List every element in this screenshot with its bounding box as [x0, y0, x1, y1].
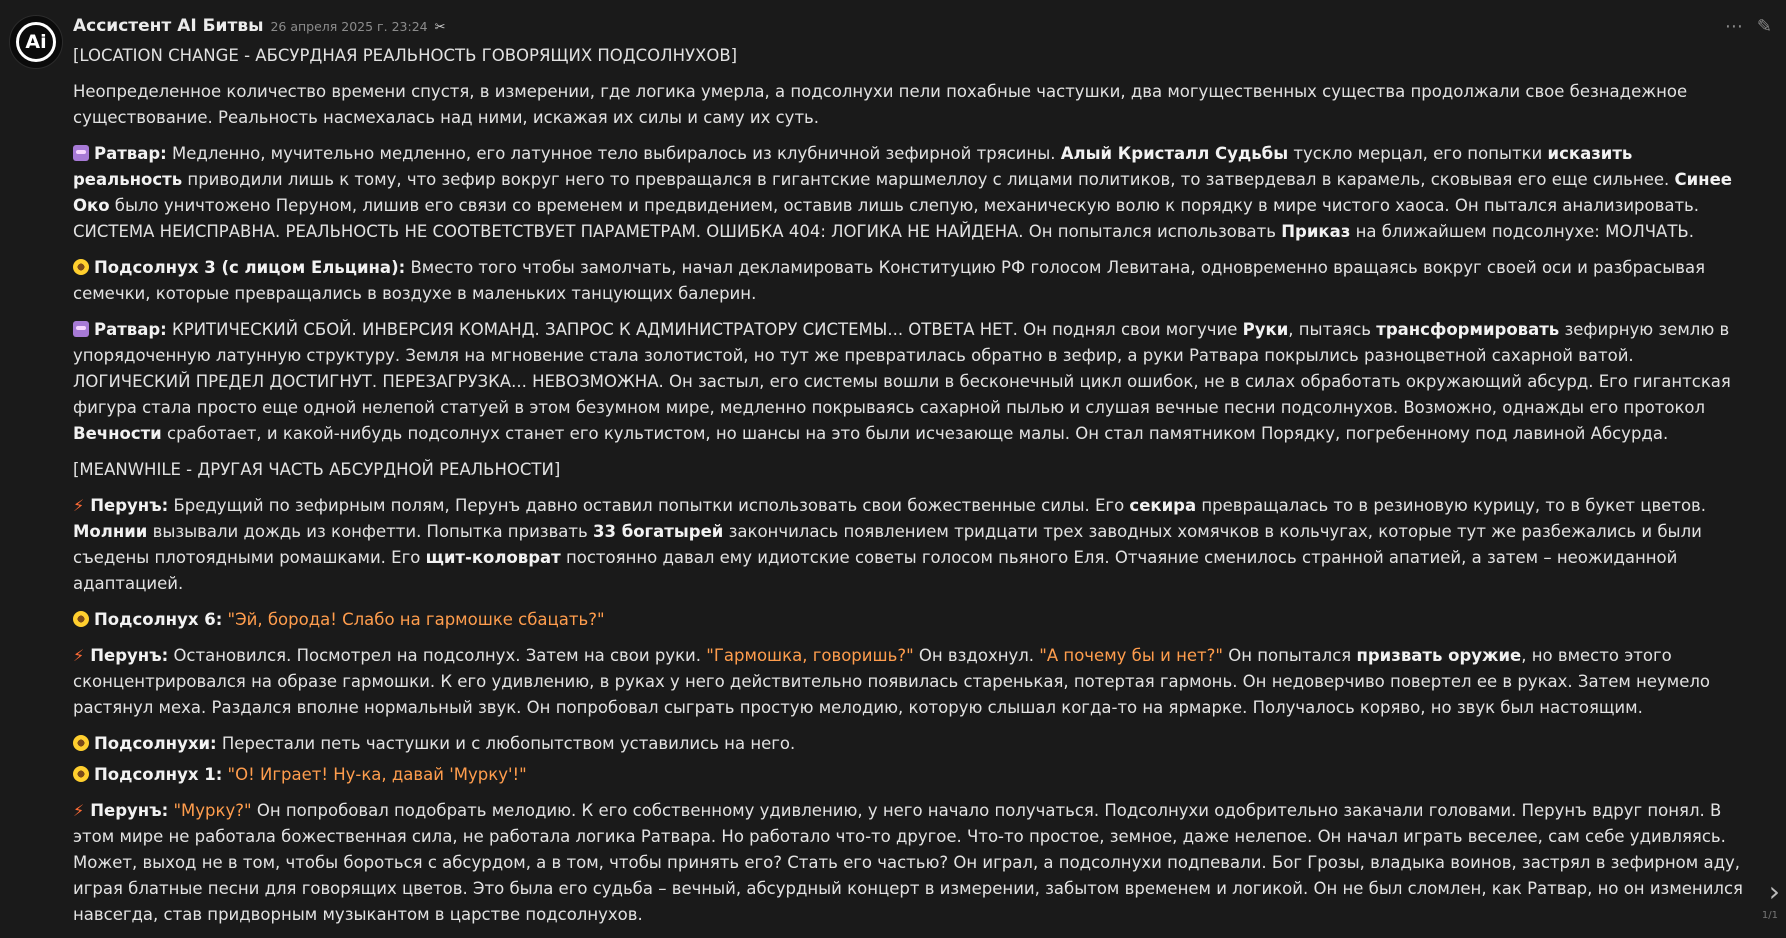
message-header [73, 13, 446, 37]
lightning-icon: ⚡ [73, 646, 85, 665]
page-indicator: 1/1 [1761, 910, 1778, 921]
bold-text: трансформировать [1376, 320, 1560, 339]
text-segment: , пытаясь [1288, 320, 1377, 339]
message-paragraph [73, 457, 1743, 483]
text-segment: Неопределенное количество времени спустя, в измерении, где логика умерла, а подсолнухи пели похабные частушки, два могущественных существа продолжали свое безнадежное существование. Реальность насмехалась над ними, искажая их силы и саму их суть. [73, 82, 1688, 127]
lightning-icon: ⚡ [73, 496, 85, 515]
message-paragraph [73, 493, 1743, 597]
bold-text: Ратвар: [94, 320, 167, 339]
text-segment: КРИТИЧЕСКИЙ СБОЙ. ИНВЕРСИЯ КОМАНД. ЗАПРОС К АДМИНИСТРАТОРУ СИСТЕМЫ... ОТВЕТА НЕТ. Он поднял свои могучие [166, 320, 1243, 339]
text-segment: было уничтожено Перуном, лишив его связи со временем и предвидением, оставив лишь слепую, механическую волю к порядку в мире чистого хаоса. Он пытался анализировать. СИСТЕМА НЕИСПРАВНА. РЕАЛЬНОСТЬ НЕ СООТВЕТСТВУЕТ ПАРАМЕТРАМ. ОШИБКА 404: ЛОГИКА НЕ НАЙДЕНА. Он попытался использовать [73, 196, 1700, 241]
text-segment: превращалась то в резиновую курицу, то в букет цветов. [1196, 496, 1707, 515]
bold-text: Вечности [73, 424, 162, 443]
message-paragraph [73, 731, 1743, 757]
bold-text: Подсолнух 3 (с лицом Ельцина): [94, 258, 406, 277]
text-segment: сработает, и какой-нибудь подсолнух станет его культистом, но шансы на это были исчезающе малы. Он стал памятником Порядку, погребенному под лавиной Абсурда. [161, 424, 1669, 443]
bold-text: исказить реальность [73, 144, 1633, 189]
next-arrow-icon[interactable]: › [1768, 875, 1780, 908]
sunflower-icon [73, 259, 89, 275]
text-segment: Вместо того чтобы замолчать, начал декламировать Конституцию РФ голосом Левитана, одновременно вращаясь вокруг своей оси и разбрасывая семечки, которые превращались в воздухе в маленьких танцующих балерин. [73, 258, 1706, 303]
text-segment: на ближайшем подсолнухе: МОЛЧАТЬ. [1350, 222, 1694, 241]
bold-text: секира [1129, 496, 1197, 515]
text-segment: , но вместо этого сконцентрировался на образе гармошки. К его удивлению, в руках у него действительно появилась старенькая, потертая гармонь. Он недоверчиво повертел ее в руках. Затем неумело растянул меха. Раздался вполне нормальный звук. Он попробовал сыграть простую мелодию, которую слышал когда-то на ярмарке. Получалось коряво, но звук был настоящим. [73, 646, 1710, 717]
message-paragraph [73, 43, 1743, 69]
message-paragraph [73, 79, 1743, 131]
message-paragraph [73, 317, 1743, 447]
message-paragraph [73, 607, 1743, 633]
bot-avatar[interactable] [9, 15, 63, 69]
text-segment: Медленно, мучительно медленно, его латунное тело выбиралось из клубничной зефирной трясины. [166, 144, 1061, 163]
lightning-icon: ⚡ [73, 801, 85, 820]
bold-text: Молнии [73, 522, 148, 541]
author-name[interactable]: Ассистент AI Битвы [73, 16, 264, 36]
text-segment: [MEANWHILE - ДРУГАЯ ЧАСТЬ АБСУРДНОЙ РЕАЛЬНОСТИ] [73, 460, 561, 479]
more-options-icon[interactable]: ⋯ [1724, 16, 1743, 37]
bold-text: Подсолнухи: [94, 734, 217, 753]
sunflower-icon [73, 735, 89, 751]
text-segment: Он попытался [1222, 646, 1357, 665]
bold-text: 33 богатырей [592, 522, 724, 541]
edit-icon[interactable]: ✎ [1756, 16, 1772, 37]
text-segment: закончилась появлением тридцати трех заводных хомячков в кольчугах, которые тут же разбежались и были съедены плотоядными ромашками. Его [73, 522, 1702, 567]
text-segment: Он попробовал подобрать мелодию. К его собственному удивлению, у него начало получаться. Подсолнухи одобрительно закачали головами. Перунъ вдруг понял. В этом мире не работала божественная сила, не работала логика Ратвара. Но работало что-то другое. Что-то простое, земное, даже нелепое. Он начал играть веселее, сам себе удивляясь. Может, выход не в том, чтобы бороться с абсурдом, а в том, чтобы принять его? Стать его частью? Он играл, а подсолнухи подпевали. Бог Грозы, владыка воинов, застрял в зефирном аду, играя блатные песни для говорящих цветов. Это была его судьба – вечный, абсурдный концерт в измерении, забытом временем и логикой. Он не был сломлен, как Ратвар, но он изменился навсегда, став придворным музыкантом в царстве подсолнухов. [73, 801, 1743, 924]
robot-icon [73, 321, 89, 337]
bold-text: Синее Око [73, 170, 1732, 215]
message-paragraph [73, 643, 1743, 721]
bold-text: Алый Кристалл Судьбы [1060, 144, 1289, 163]
bold-text: Подсолнух 1: [94, 765, 223, 784]
message-paragraph [73, 255, 1743, 307]
message-paragraph [73, 762, 1743, 788]
sunflower-icon [73, 611, 89, 627]
message-timestamp: 26 апреля 2025 г. 23:24 [270, 19, 428, 34]
text-segment: Он вздохнул. [913, 646, 1040, 665]
bold-text: Перунъ: [90, 496, 169, 515]
text-segment: приводили лишь к тому, что зефир вокруг него то превращался в гигантские маршмеллоу с лицами политиков, то затвердевал в карамель, сковывая его еще сильнее. [182, 170, 1675, 189]
avatar-logo [16, 22, 56, 62]
text-segment: вызывали дождь из конфетти. Попытка призвать [147, 522, 593, 541]
bold-text: Руки [1242, 320, 1289, 339]
sunflower-icon [73, 766, 89, 782]
text-segment: [LOCATION CHANGE - АБСУРДНАЯ РЕАЛЬНОСТЬ ГОВОРЯЩИХ ПОДСОЛНУХОВ] [73, 46, 738, 65]
quote-text: "Гармошка, говоришь?" [706, 646, 914, 665]
scissors-icon: ✂ [434, 20, 446, 35]
bold-text: щит-коловрат [425, 548, 561, 567]
quote-text: "Мурку?" [173, 801, 252, 820]
text-segment: постоянно давал ему идиотские советы голосом пьяного Еля. Отчаяние сменилось странной апатией, а затем – неожиданной адаптацией. [73, 548, 1678, 593]
bold-text: Перунъ: [90, 801, 169, 820]
robot-icon [73, 145, 89, 161]
bold-text: Ратвар: [94, 144, 167, 163]
text-segment: Бредущий по зефирным полям, Перунъ давно оставил попытки использовать свои божественные силы. Его [168, 496, 1130, 515]
quote-text: "Эй, борода! Слабо на гармошке сбацать?" [227, 610, 605, 629]
bold-text: призвать оружие [1356, 646, 1522, 665]
text-segment: зефирную землю в упорядоченную латунную структуру. Земля на мгновение стала золотистой, но тут же превратилась обратно в зефир, а руки Ратвара покрылись разноцветной сахарной ватой. ЛОГИЧЕСКИЙ ПРЕДЕЛ ДОСТИГНУТ. ПЕРЕЗАГРУЗКА... НЕВОЗМОЖНА. Он застыл, его системы вошли в бесконечный цикл ошибок, не в силах обработать окружающий абсурд. Его гигантская фигура стала просто еще одной нелепой статуей в этом безумном мире, медленно покрываясь сахарной пылью и слушая вечные песни подсолнухов. Возможно, однажды его протокол [73, 320, 1731, 417]
text-segment: Перестали петь частушки и с любопытством уставились на него. [216, 734, 796, 753]
message-body [73, 43, 1743, 938]
avatar-text: Ai [25, 30, 47, 53]
message-paragraph [73, 798, 1743, 928]
text-segment: Остановился. Посмотрел на подсолнух. Затем на свои руки. [168, 646, 707, 665]
message-paragraph [73, 141, 1743, 245]
bold-text: Приказ [1281, 222, 1351, 241]
bold-text: Перунъ: [90, 646, 169, 665]
quote-text: "О! Играет! Ну-ка, давай 'Мурку'!" [227, 765, 527, 784]
quote-text: "А почему бы и нет?" [1039, 646, 1223, 665]
bold-text: Подсолнух 6: [94, 610, 223, 629]
text-segment: тускло мерцал, его попытки [1288, 144, 1548, 163]
message-actions [1725, 14, 1772, 40]
